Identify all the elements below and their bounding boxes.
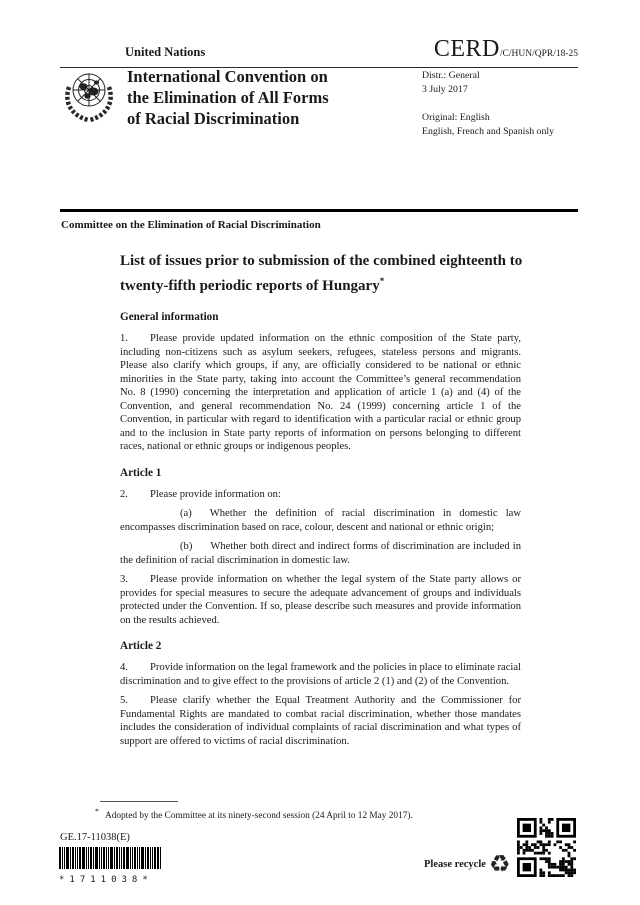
please-recycle xyxy=(424,852,510,876)
ge-number: GE.17-11038(E) xyxy=(60,832,130,843)
distribution-block xyxy=(422,63,578,139)
header xyxy=(60,63,578,139)
recycle-icon: ♻ xyxy=(488,850,511,878)
un-emblem-icon xyxy=(60,65,120,125)
barcode-bars xyxy=(59,847,161,869)
paragraph-number: 3. xyxy=(120,574,128,585)
languages-line: English, French and Spanish only xyxy=(422,126,554,137)
subparagraph-b xyxy=(120,540,521,567)
paragraph-text: Please clarify whether the Equal Treatment Authority and the Commissioner for Fundamental Rights are mandated to combat racial discrimination, whether those mandates includes the consideration of individual complaints of racial discrimination and what types of support are offered to victims of racial discrimination. xyxy=(120,695,521,747)
date-line: 3 July 2017 xyxy=(422,84,468,95)
paragraph-number: 4. xyxy=(120,662,128,673)
paragraph-text: Please provide updated information on the ethnic composition of the State party, including non-citizens such as asylum seekers, refugees, stateless persons and migrants. Please also clarify which groups, if any, are officially considered to be national or ethnic minorities in the State party, taking into account the Committee’s general recommendation No. 8 (1990) concerning the interpretation and application of article 1 (a) and (4) of the Convention, and general recommendation No. 24 (1999) concerning article 1 of the Convention, in particular with regard to identification with a particular racial or ethnic group and to the inclusion in State party reports of information on persons belonging to different races, national or ethnic groups or indigenous peoples. xyxy=(120,333,521,452)
convention-title xyxy=(127,63,419,139)
convention-title-line: International Convention on xyxy=(127,67,328,86)
paragraph-number: 2. xyxy=(120,488,128,500)
original-language-line: Original: English xyxy=(422,112,490,123)
paragraph-3 xyxy=(120,573,521,627)
paragraph-number: 1. xyxy=(120,333,128,344)
paragraph-text: Please provide information on: xyxy=(150,488,281,500)
distr-line: Distr.: General xyxy=(422,70,480,81)
paragraph-text: Whether both direct and indirect forms of discrimination are included in the definition of racial discrimination in domestic law. xyxy=(120,541,521,566)
document-body xyxy=(120,252,521,754)
barcode xyxy=(59,847,163,885)
subparagraph-a xyxy=(120,507,521,534)
section-heading-general-information: General information xyxy=(120,311,219,323)
paragraph-text: Please provide information on whether the legal system of the State party allows or provides for special measures to secure the adequate advancement of groups and individuals protected under the Convention. If so, please describe such measures and provide information on the results achieved. xyxy=(120,574,521,626)
section-heading-article-2: Article 2 xyxy=(120,640,162,652)
section-heading-article-1: Article 1 xyxy=(120,466,162,479)
paragraph-1 xyxy=(120,332,521,454)
footnote-marker: * xyxy=(95,807,99,816)
qr-code xyxy=(517,818,576,877)
barcode-digits: *1711038* xyxy=(59,875,153,885)
document-symbol-main: CERD xyxy=(433,36,500,62)
footnote-separator-rule xyxy=(100,801,178,802)
document-symbol xyxy=(434,36,578,63)
recycle-label: Please recycle xyxy=(424,858,486,870)
header-divider-rule xyxy=(60,209,578,212)
committee-name: Committee on the Elimination of Racial Discrimination xyxy=(61,219,321,231)
paragraph-2 xyxy=(120,488,521,502)
convention-title-line: of Racial Discrimination xyxy=(127,109,300,128)
subparagraph-label: (a) xyxy=(180,508,192,519)
paragraph-text: Provide information on the legal framework and the policies in place to eliminate racial discrimination and to give effect to the provisions of article 2 (1) and (2) of the Convention. xyxy=(120,662,521,687)
title-footnote-marker: * xyxy=(379,275,385,286)
org-name: United Nations xyxy=(125,45,206,59)
paragraph-text: Whether the definition of racial discrimination in domestic law encompasses discrimination based on race, colour, descent and national or ethnic origin; xyxy=(120,508,521,533)
footnote xyxy=(95,807,555,821)
paragraph-4 xyxy=(120,661,521,688)
paragraph-number: 5. xyxy=(120,695,128,706)
document-title: List of issues prior to submission of the combined eighteenth to twenty-fifth periodic reports of Hungary* xyxy=(120,253,523,294)
convention-title-line: the Elimination of All Forms xyxy=(127,88,329,107)
paragraph-5 xyxy=(120,694,521,748)
footnote-text: Adopted by the Committee at its ninety-second session (24 April to 12 May 2017). xyxy=(105,811,413,822)
document-symbol-suffix: /C/HUN/QPR/18-25 xyxy=(499,49,578,59)
subparagraph-label: (b) xyxy=(180,541,193,552)
